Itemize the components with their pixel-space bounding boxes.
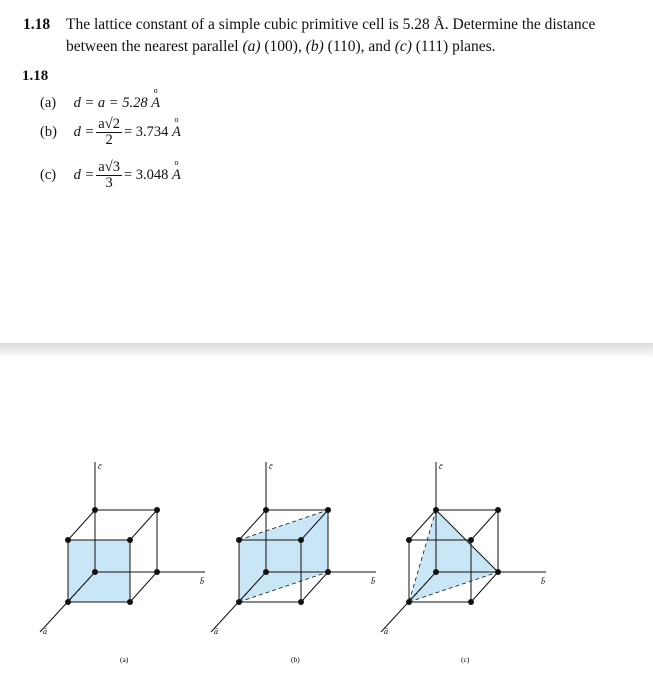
eq-c-lhs: d = xyxy=(73,166,95,183)
axis-c-label: c̄ xyxy=(269,462,273,471)
label-c: (c) xyxy=(394,38,412,55)
cube-b xyxy=(211,462,376,664)
label-a: (a) xyxy=(242,38,261,55)
axis-a-label: ā xyxy=(384,627,388,636)
angstrom-unit: o A xyxy=(151,86,161,111)
plane-a: (100), xyxy=(260,38,306,55)
plane-111 xyxy=(409,510,498,602)
lattice-planes-figure xyxy=(0,455,653,682)
cube-c xyxy=(381,462,546,664)
axis-a-label: ā xyxy=(214,627,218,636)
plane-c: (111) planes. xyxy=(411,38,496,55)
fraction-c-numerator: a√3 xyxy=(98,159,120,175)
solution-heading: 1.18 xyxy=(22,68,49,84)
equation-a xyxy=(40,86,161,112)
section-divider xyxy=(0,343,653,356)
eq-b-lhs: d = xyxy=(73,123,95,140)
equation-c xyxy=(40,157,181,191)
axis-b-label: b̄ xyxy=(541,577,545,586)
problem-number: 1.18 xyxy=(23,16,51,33)
equation-b xyxy=(40,114,181,148)
eq-c-result: = 3.048 xyxy=(123,166,169,183)
angstrom-unit: o A xyxy=(172,157,181,183)
fraction-b xyxy=(96,117,122,148)
label-b: (b) xyxy=(305,38,324,55)
caption-c: (c) xyxy=(461,655,470,664)
eq-b-label: (b) xyxy=(40,123,57,140)
axis-b-label: b̄ xyxy=(371,577,375,586)
problem-text-part1: The lattice constant of a simple cubic primitive cell is 5.28 Å. Determine the distance between the nearest parallel xyxy=(66,16,596,55)
axis-a-label: ā xyxy=(43,627,47,636)
fraction-b-numerator: a√2 xyxy=(98,116,120,132)
cube-a xyxy=(40,462,205,664)
fraction-b-denominator: 2 xyxy=(105,132,113,148)
plane-100 xyxy=(68,540,130,602)
eq-b-result: = 3.734 xyxy=(123,123,169,140)
problem-statement xyxy=(23,14,633,58)
angstrom-unit: o A xyxy=(172,114,181,140)
eq-a-label: (a) xyxy=(40,95,57,111)
axis-b-label: b̄ xyxy=(200,577,204,586)
axis-c-label: c̄ xyxy=(439,462,443,471)
problem-text xyxy=(66,14,633,58)
caption-b: (b) xyxy=(291,655,300,664)
caption-a: (a) xyxy=(120,655,129,664)
plane-b: (110), and xyxy=(323,38,395,55)
plane-110 xyxy=(239,510,328,602)
axis-c-label: c̄ xyxy=(98,462,102,471)
fraction-c xyxy=(96,160,122,191)
eq-a-lhs: d = a = 5.28 xyxy=(73,95,148,111)
eq-c-label: (c) xyxy=(40,166,57,183)
lattice-figure-svg xyxy=(0,455,653,677)
fraction-c-denominator: 3 xyxy=(105,175,113,191)
